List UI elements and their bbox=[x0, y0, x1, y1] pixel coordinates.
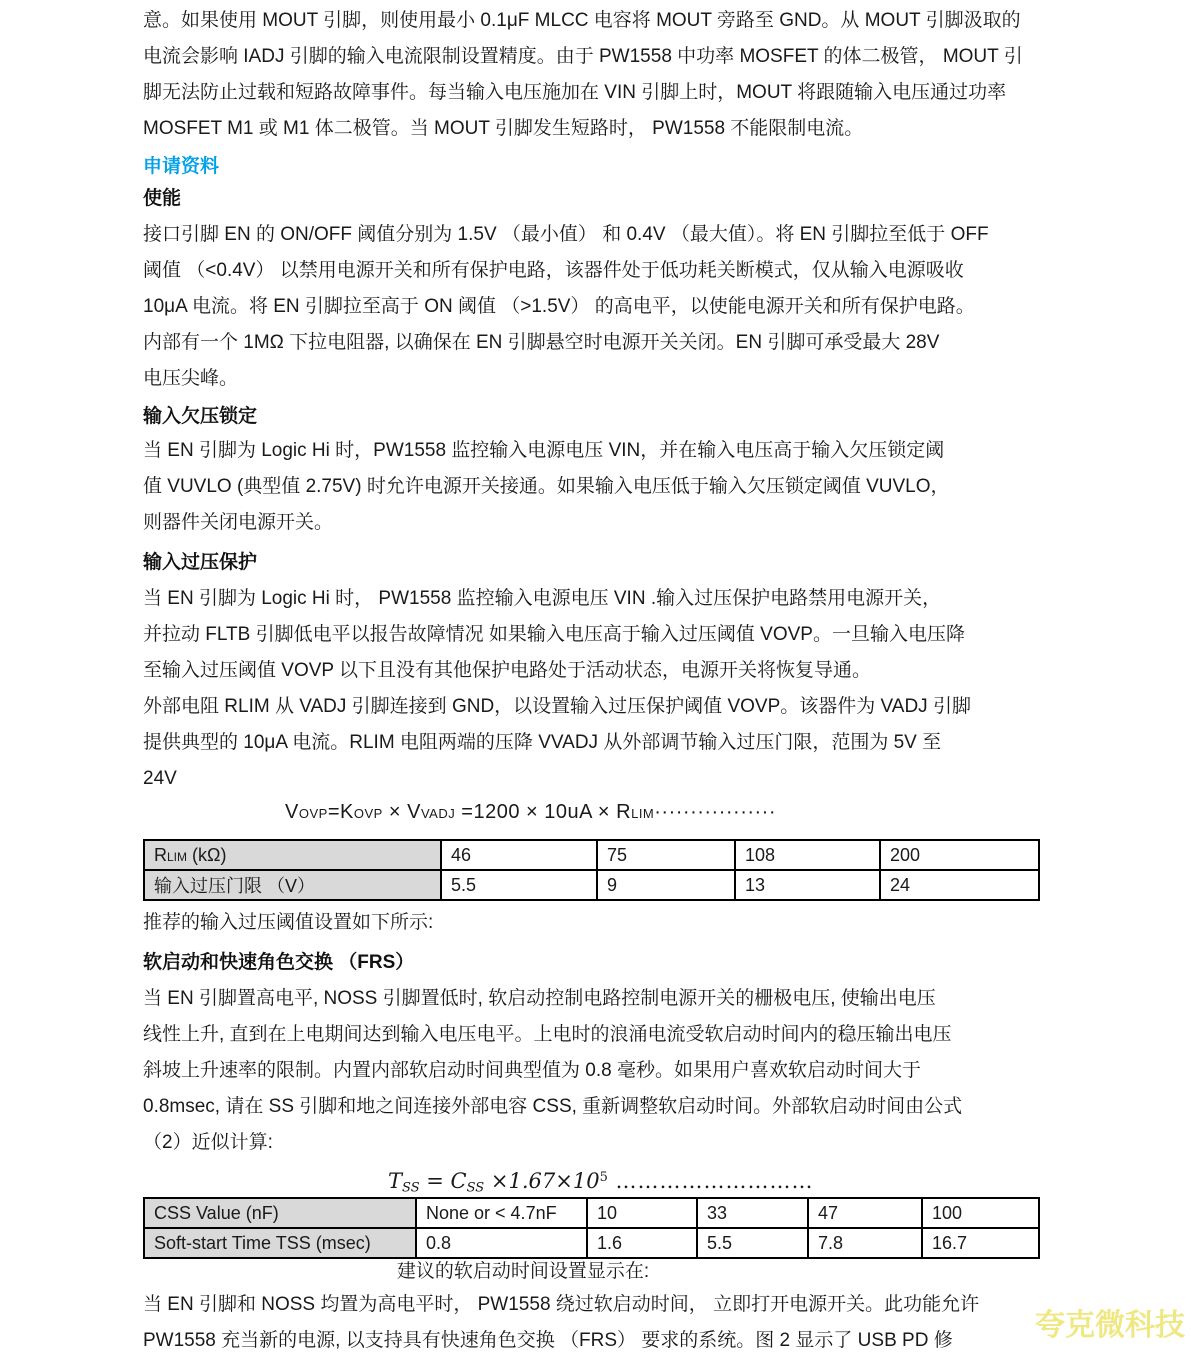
table-cell: 75 bbox=[597, 840, 735, 870]
table-cell: 5.5 bbox=[697, 1228, 808, 1258]
section-heading-frs: 软启动和快速角色交换 （FRS） bbox=[143, 952, 415, 973]
enable-line: 电压尖峰。 bbox=[143, 368, 239, 389]
table-row bbox=[144, 1228, 1039, 1258]
formula-term: = C bbox=[419, 1169, 467, 1194]
formula-subscript: OVP bbox=[353, 806, 383, 821]
table-cell: 10 bbox=[587, 1198, 697, 1228]
ovp-line: 至输入过压阈值 VOVP 以下且没有其他保护电路处于活动状态，电源开关将恢复导通。 bbox=[143, 660, 872, 681]
ovp-line: 外部电阻 RLIM 从 VADJ 引脚连接到 GND，以设置输入过压保护阈值 VOVP。该器件为 VADJ 引脚 bbox=[143, 696, 971, 717]
formula-superscript: 5 bbox=[599, 1170, 608, 1185]
formula-term: V bbox=[285, 801, 299, 823]
rlim-ovp-table bbox=[143, 839, 1040, 901]
frs-line: 当 EN 引脚置高电平, NOSS 引脚置低时, 软启动控制电路控制电源开关的栅极电压, 使输出电压 bbox=[143, 988, 936, 1009]
uvlo-line: 值 VUVLO (典型值 2.75V) 时允许电源开关接通。如果输入电压低于输入欠压锁定阈值 VUVLO， bbox=[143, 476, 950, 497]
intro-paragraph bbox=[143, 0, 1045, 147]
table-cell: 46 bbox=[441, 840, 597, 870]
formula-subscript: LIM bbox=[631, 806, 655, 821]
table-header-cell: Soft-start Time TSS (msec) bbox=[144, 1228, 416, 1258]
enable-line: 10μA 电流。将 EN 引脚拉至高于 ON 阈值 （>1.5V） 的高电平，以使能电源开关和所有保护电路。 bbox=[143, 296, 975, 317]
table-cell: 24 bbox=[880, 870, 1039, 900]
table-cell: 1.6 bbox=[587, 1228, 697, 1258]
formula-subscript: OVP bbox=[298, 806, 328, 821]
page-content bbox=[143, 0, 1045, 1359]
formula-term: × V bbox=[382, 801, 421, 823]
section-heading-application-info: 申请资料 bbox=[143, 156, 220, 177]
table-header-cell: CSS Value (nF) bbox=[144, 1198, 416, 1228]
enable-line: 阈值 （<0.4V） 以禁用电源开关和所有保护电路，该器件处于低功耗关断模式，仅从输入电源吸收 bbox=[143, 260, 964, 281]
formula-dots: ················· bbox=[654, 801, 776, 823]
intro-line: 脚无法防止过载和短路故障事件。每当输入电压施加在 VIN 引脚上时，MOUT 将跟随输入电压通过功率 bbox=[143, 82, 1007, 103]
table-cell: 100 bbox=[922, 1198, 1039, 1228]
ovp-line: 提供典型的 10μA 电流。RLIM 电阻两端的压降 VVADJ 从外部调节输入过压门限，范围为 5V 至 bbox=[143, 732, 942, 753]
formula-term: ×1.67×10 bbox=[484, 1169, 600, 1194]
table-cell: 0.8 bbox=[416, 1228, 587, 1258]
uvlo-line: 当 EN 引脚为 Logic Hi 时，PW1558 监控输入电源电压 VIN，并在输入电压高于输入欠压锁定阈 bbox=[143, 440, 945, 461]
ovp-formula bbox=[143, 799, 1045, 825]
frs-line: 斜坡上升速率的限制。内置内部软启动时间典型值为 0.8 毫秒。如果用户喜欢软启动时间大于 bbox=[143, 1060, 921, 1081]
intro-line: MOSFET M1 或 M1 体二极管。当 MOUT 引脚发生短路时， PW1558 不能限制电流。 bbox=[143, 118, 864, 139]
table-cell: 9 bbox=[597, 870, 735, 900]
table-cell: 13 bbox=[735, 870, 880, 900]
enable-paragraph bbox=[143, 217, 1045, 397]
table-cell: None or < 4.7nF bbox=[416, 1198, 587, 1228]
table-cell: 5.5 bbox=[441, 870, 597, 900]
closing-paragraph bbox=[143, 1287, 1045, 1359]
frs-line: （2）近似计算: bbox=[143, 1132, 273, 1153]
formula-subscript: SS bbox=[466, 1180, 485, 1196]
css-softstart-table bbox=[143, 1197, 1040, 1259]
formula-term: =K bbox=[327, 801, 354, 823]
ovp-line: 当 EN 引脚为 Logic Hi 时， PW1558 监控输入电源电压 VIN .输入过压保护电路禁用电源开关， bbox=[143, 588, 942, 609]
watermark-text: 夸克微科技 bbox=[1035, 1309, 1185, 1342]
closing-line: PW1558 充当新的电源, 以支持具有快速角色交换 （FRS） 要求的系统。图 2 显示了 USB PD 修 bbox=[143, 1330, 953, 1351]
table-row bbox=[144, 1198, 1039, 1228]
closing-line: 当 EN 引脚和 NOSS 均置为高电平时， PW1558 绕过软启动时间， 立即打开电源开关。此功能允许 bbox=[143, 1294, 980, 1315]
table-header-text: R bbox=[154, 844, 167, 865]
table-header-cell bbox=[144, 840, 441, 870]
section-heading-ovp: 输入过压保护 bbox=[143, 552, 258, 573]
table2-caption: 建议的软启动时间设置显示在: bbox=[396, 1261, 650, 1282]
table-cell: 108 bbox=[735, 840, 880, 870]
formula-subscript: VADJ bbox=[420, 806, 456, 821]
table-cell: 200 bbox=[880, 840, 1039, 870]
frs-line: 0.8msec, 请在 SS 引脚和地之间连接外部电容 CSS, 重新调整软启动时间。外部软启动时间由公式 bbox=[143, 1096, 963, 1117]
table-row bbox=[144, 840, 1039, 870]
formula-term: T bbox=[388, 1169, 403, 1194]
table-cell: 7.8 bbox=[808, 1228, 922, 1258]
enable-line: 内部有一个 1MΩ 下拉电阻器, 以确保在 EN 引脚悬空时电源开关关闭。EN 引脚可承受最大 28V bbox=[143, 332, 940, 353]
intro-line: 意。如果使用 MOUT 引脚，则使用最小 0.1μF MLCC 电容将 MOUT 旁路至 GND。从 MOUT 引脚汲取的 bbox=[143, 10, 1021, 31]
frs-line: 线性上升, 直到在上电期间达到输入电压电平。上电时的浪涌电流受软启动时间内的稳压输出电压 bbox=[143, 1024, 952, 1045]
formula-subscript: SS bbox=[402, 1180, 420, 1196]
ovp-paragraph bbox=[143, 581, 1045, 797]
table1-note: 推荐的输入过压阈值设置如下所示: bbox=[143, 912, 434, 933]
section-heading-uvlo: 输入欠压锁定 bbox=[143, 406, 258, 427]
table-header-cell: 输入过压门限 （V） bbox=[144, 870, 441, 900]
enable-line: 接口引脚 EN 的 ON/OFF 阈值分别为 1.5V （最小值） 和 0.4V （最大值）。将 EN 引脚拉至低于 OFF bbox=[143, 224, 989, 245]
table-row bbox=[144, 870, 1039, 900]
formula-dots: ……………………… bbox=[607, 1169, 814, 1194]
table-cell: 47 bbox=[808, 1198, 922, 1228]
intro-line: 电流会影响 IADJ 引脚的输入电流限制设置精度。由于 PW1558 中功率 MOSFET 的体二极管， MOUT 引 bbox=[143, 46, 1023, 67]
table-cell: 33 bbox=[697, 1198, 808, 1228]
formula-term: =1200 × 10uA × R bbox=[455, 801, 632, 823]
section-heading-enable: 使能 bbox=[143, 188, 182, 209]
table-cell: 16.7 bbox=[922, 1228, 1039, 1258]
uvlo-line: 则器件关闭电源开关。 bbox=[143, 512, 334, 533]
uvlo-paragraph bbox=[143, 433, 1045, 541]
table-header-subscript: LIM bbox=[167, 849, 188, 864]
frs-paragraph bbox=[143, 981, 1045, 1161]
ovp-line: 并拉动 FLTB 引脚低电平以报告故障情况 如果输入电压高于输入过压阈值 VOVP。一旦输入电压降 bbox=[143, 624, 965, 645]
ovp-line: 24V bbox=[143, 768, 177, 789]
soft-start-formula bbox=[143, 1161, 1045, 1195]
table-header-text: (kΩ) bbox=[187, 844, 227, 865]
